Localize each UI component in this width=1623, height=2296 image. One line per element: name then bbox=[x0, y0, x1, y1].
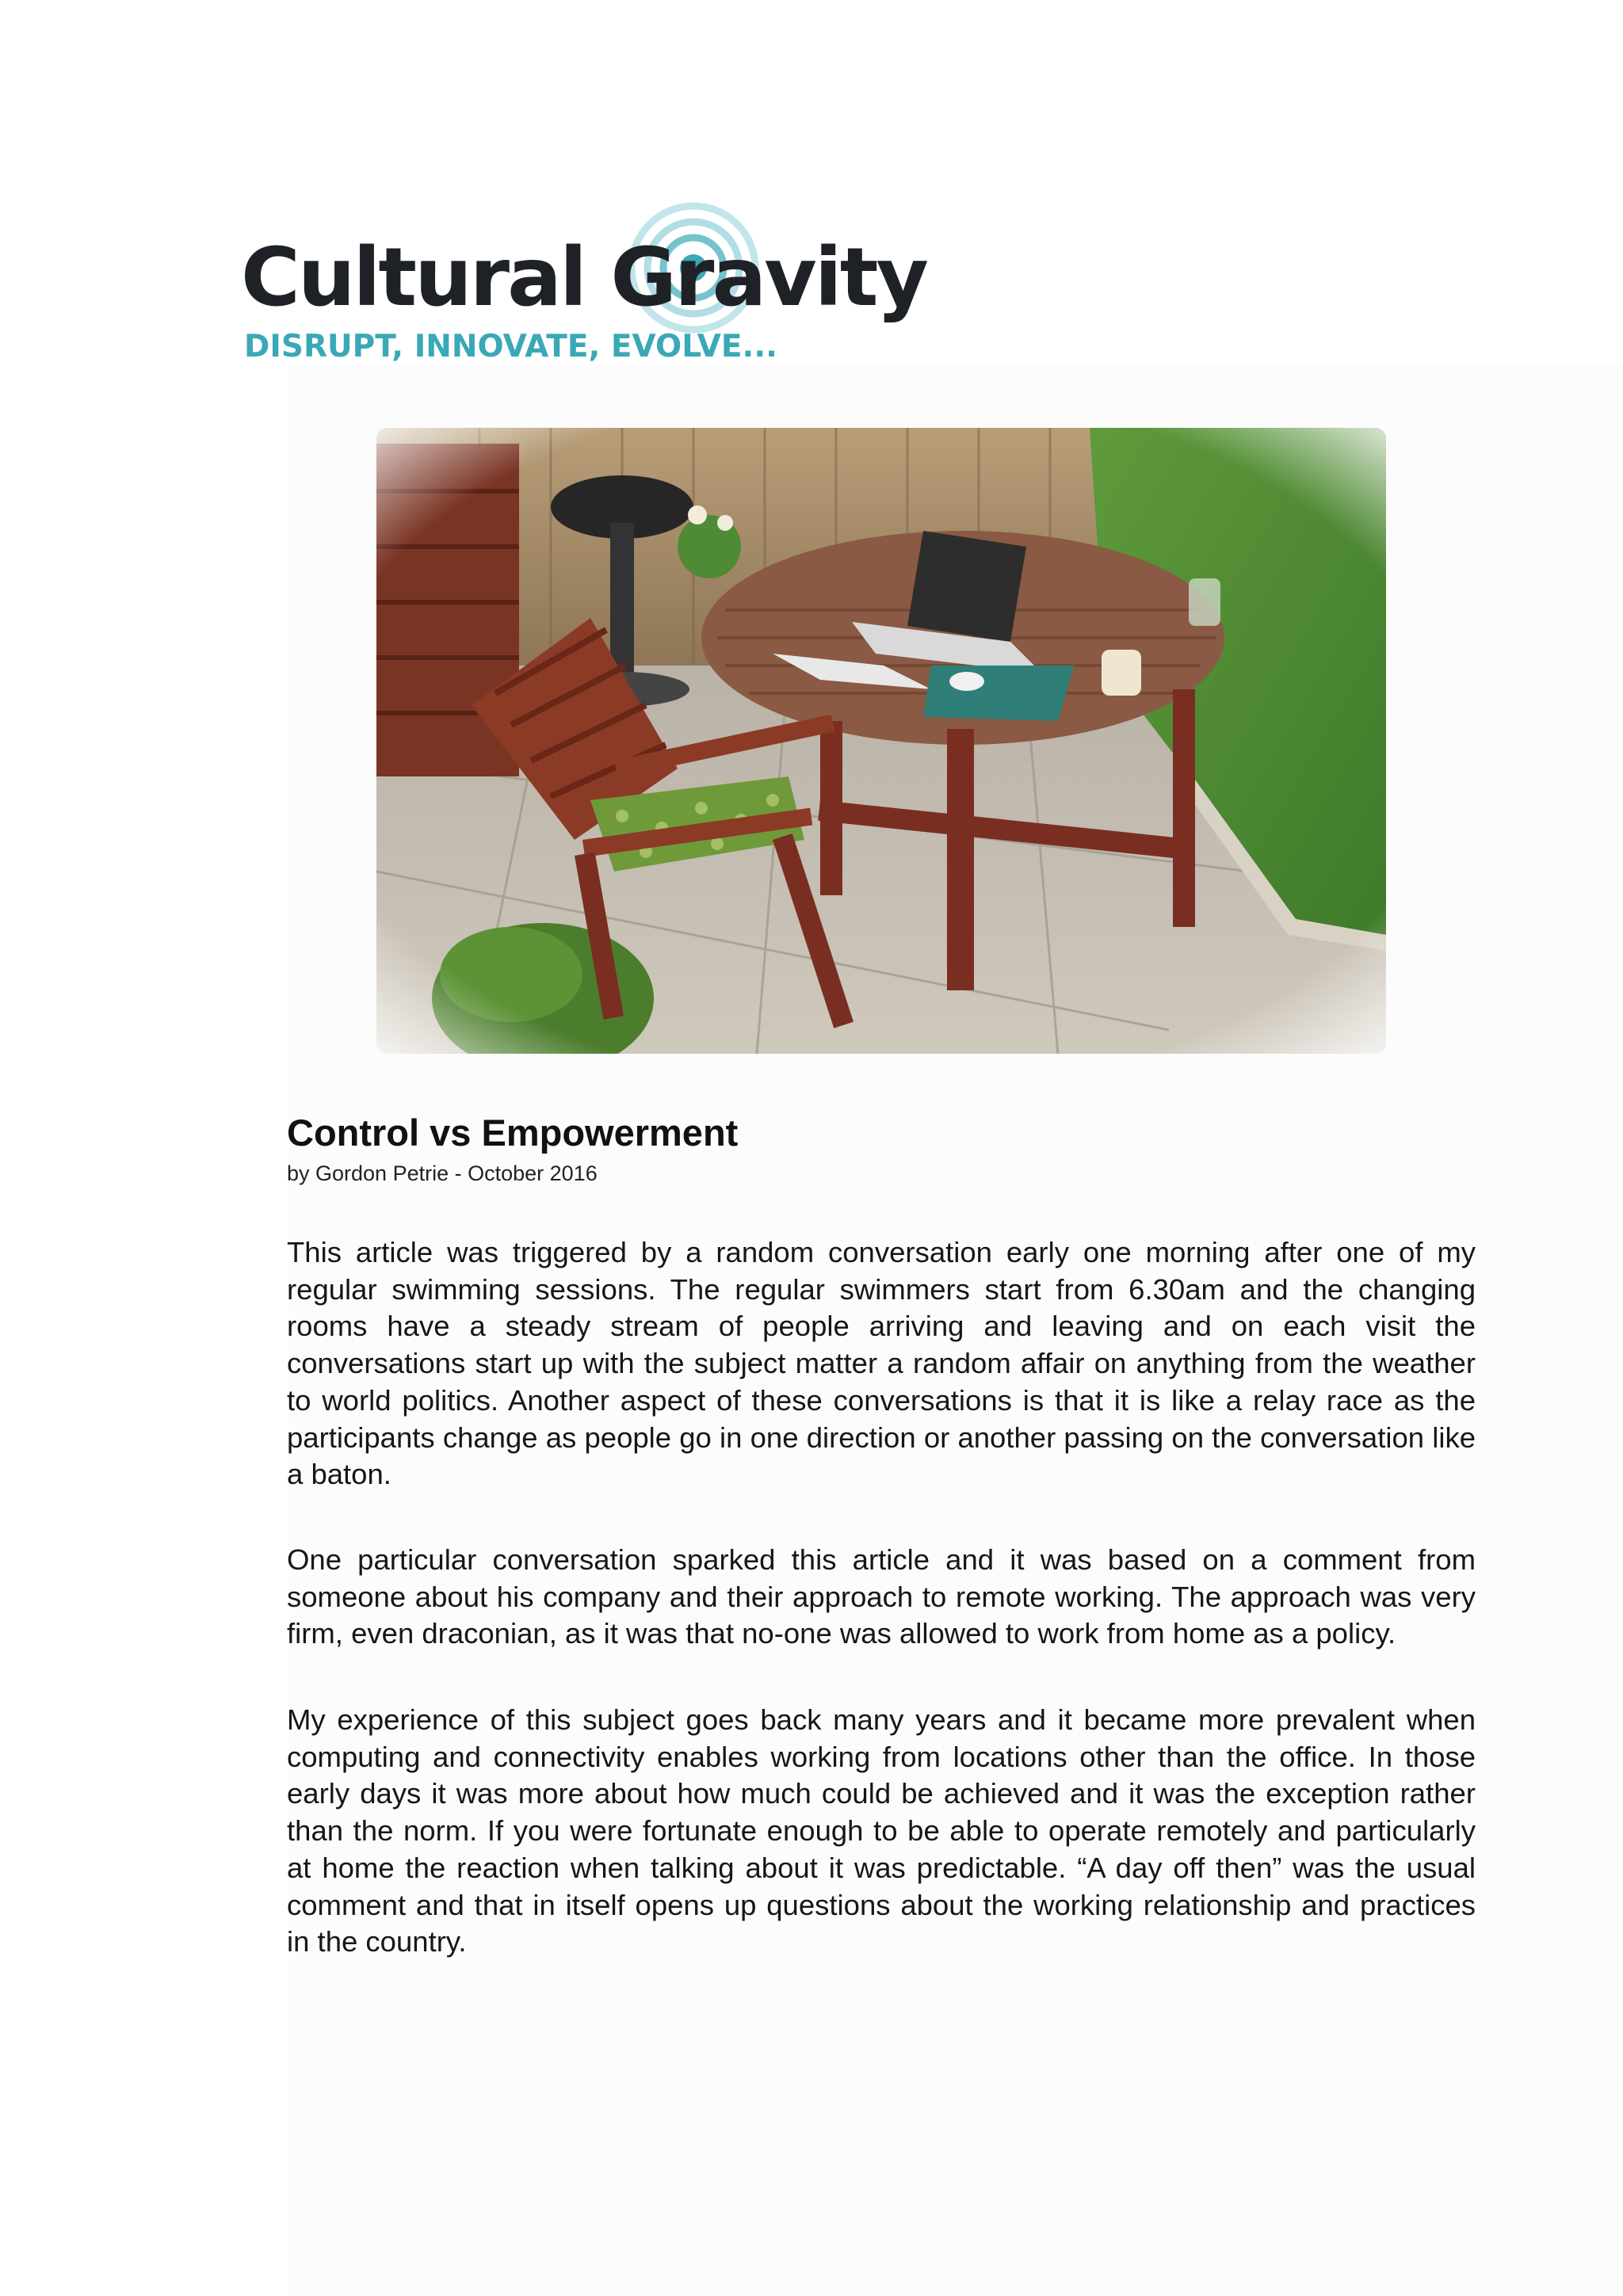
article-byline: by Gordon Petrie - October 2016 bbox=[287, 1161, 598, 1185]
article-paragraph: My experience of this subject goes back many years and it became more prevalent when computing and connectivity enables working from locations other than the office. In those early days it was more about how much could be achieved and it was the exception rather than the norm. If you were fortunate enough to be able to operate remotely and particularly at home the reaction when talking about it was predictable. “A day off then” was the usual comment and that in itself opens up questions about the working relationship and practices in the country. bbox=[287, 1703, 1476, 1958]
article-paragraph: This article was triggered by a random conversation early one morning after one of my regular swimming sessions. The regular swimmers start from 6.30am and the changing rooms have a steady stream of people arriving and leaving and on each visit the conversations start up with the subject matter a random affair on anything from the weather to world politics. Another aspect of these conversations is that it is like a relay race as the participants change as people go in one direction or another passing on the conversation like a baton. bbox=[287, 1236, 1476, 1491]
article-photo bbox=[376, 428, 1386, 1054]
garden-patio-laptop-photo bbox=[376, 428, 1386, 1054]
article-paragraph: One particular conversation sparked this article and it was based on a comment from someone about his company and their approach to remote working. The approach was very firm, even draconian, as it was that no-one was allowed to work from home as a policy. bbox=[287, 1543, 1476, 1650]
article-title: Control vs Empowerment bbox=[287, 1112, 739, 1154]
logo-tagline: DISRUPT, INNOVATE, EVOLVE... bbox=[244, 329, 777, 364]
logo-wordmark: Cultural Gravity bbox=[241, 231, 926, 325]
